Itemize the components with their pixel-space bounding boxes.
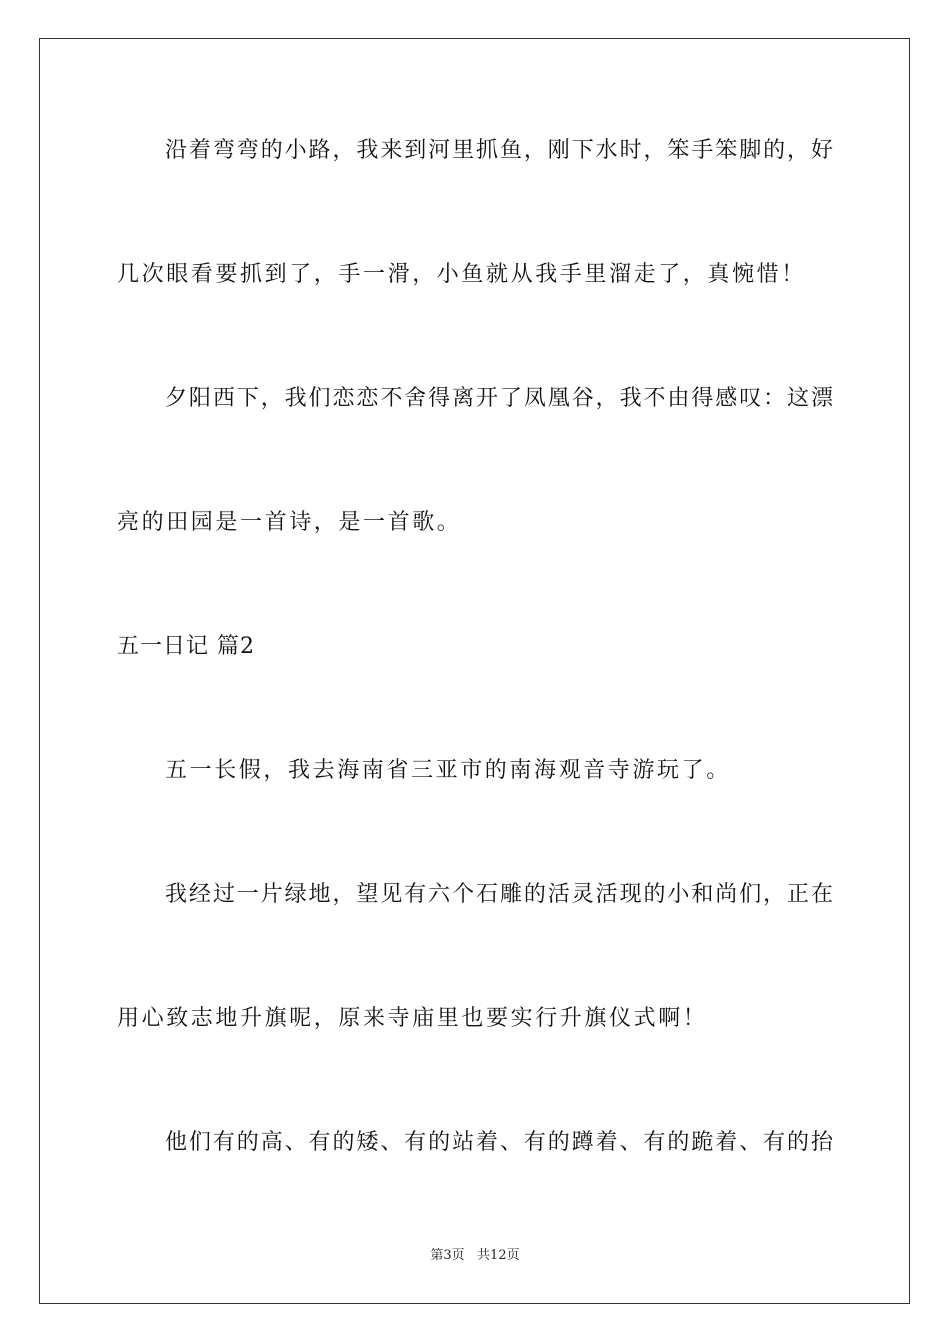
page-number-footer: 第3页 共12页	[430, 1248, 520, 1263]
page-border	[39, 38, 910, 1304]
paragraph-line-1: 沿着弯弯的小路，我来到河里抓鱼，刚下水时，笨手笨脚的，好	[165, 138, 833, 163]
paragraph-line-3: 夕阳西下，我们恋恋不舍得离开了凤凰谷，我不由得感叹：这漂	[165, 386, 833, 411]
paragraph-line-5: 五一长假，我去海南省三亚市的南海观音寺游玩了。	[165, 758, 731, 783]
paragraph-line-8: 他们有的高、有的矮、有的站着、有的蹲着、有的跪着、有的抬	[165, 1130, 833, 1155]
paragraph-line-6: 我经过一片绿地，望见有六个石雕的活灵活现的小和尚们，正在	[165, 882, 833, 907]
paragraph-line-2: 几次眼看要抓到了，手一滑，小鱼就从我手里溜走了，真惋惜！	[117, 262, 806, 287]
paragraph-line-4: 亮的田园是一首诗，是一首歌。	[117, 510, 462, 535]
paragraph-line-7: 用心致志地升旗呢，原来寺庙里也要实行升旗仪式啊！	[117, 1006, 708, 1031]
section-heading: 五一日记 篇2	[117, 634, 255, 659]
